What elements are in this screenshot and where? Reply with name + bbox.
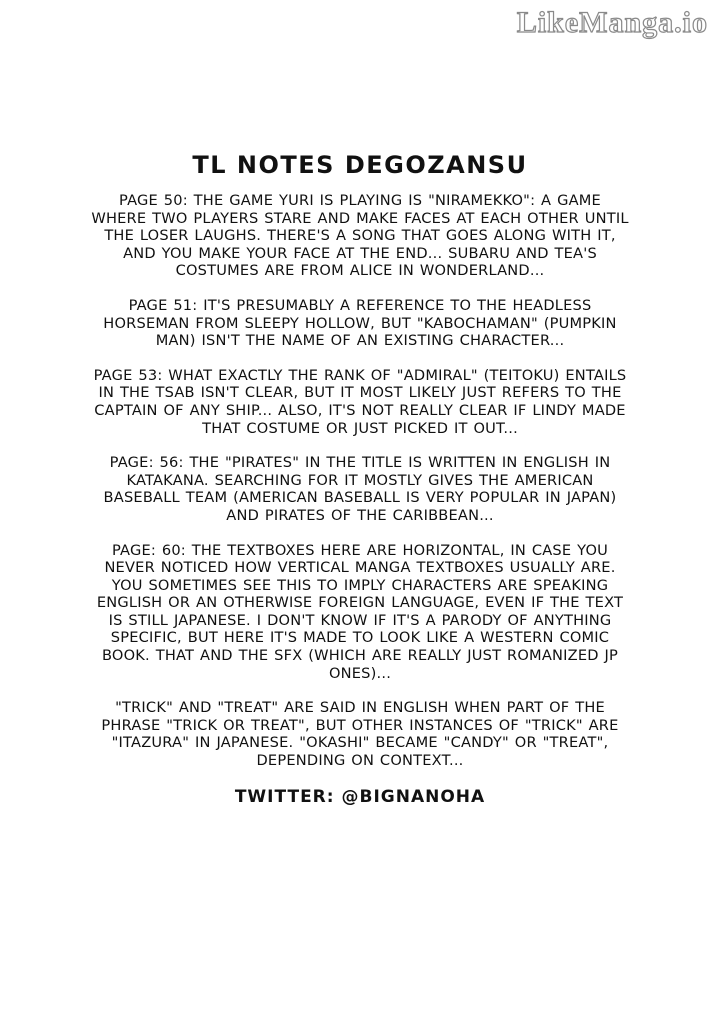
note-trick-or-treat: "TRICK" AND "TREAT" ARE SAID IN ENGLISH WHEN PART OF THE PHRASE "TRICK OR TREAT", BUT OTHER INSTANCES OF "TRICK" ARE "ITAZURA" IN JAPANESE. "OKASHI" BECAME "CANDY" OR "TREAT", DEPENDING ON CONTEXT... bbox=[101, 699, 619, 770]
page-title: TL NOTES DEGOZANSU bbox=[192, 151, 528, 179]
note-page-60: PAGE: 60: THE TEXTBOXES HERE ARE HORIZONTAL, IN CASE YOU NEVER NOTICED HOW VERTICAL MANGA TEXTBOXES USUALLY ARE. YOU SOMETIMES SEE THIS TO IMPLY CHARACTERS ARE SPEAKING ENGLISH OR AN OTHERWISE FOREIGN LANGUAGE, EVEN IF THE TEXT IS STILL JAPANESE. I DON'T KNOW IF IT'S A PARODY OF ANYTHING SPECIFIC, BUT HERE IT'S MADE TO LOOK LIKE A WESTERN COMIC BOOK. THAT AND THE SFX (WHICH ARE REALLY JUST ROMANIZED JP ONES)... bbox=[96, 541, 624, 682]
site-watermark: LikeManga.io bbox=[516, 6, 708, 39]
note-page-53: PAGE 53: WHAT EXACTLY THE RANK OF "ADMIRAL" (TEITOKU) ENTAILS IN THE TSAB ISN'T CLEAR, BUT IT MOST LIKELY JUST REFERS TO THE CAPTAIN OF ANY SHIP... ALSO, IT'S NOT REALLY CLEAR IF LINDY MADE THAT COSTUME OR JUST PICKED IT OUT... bbox=[93, 366, 627, 437]
note-page-51: PAGE 51: IT'S PRESUMABLY A REFERENCE TO THE HEADLESS HORSEMAN FROM SLEEPY HOLLOW, BUT "KABOCHAMAN" (PUMPKIN MAN) ISN'T THE NAME OF AN EXISTING CHARACTER... bbox=[103, 296, 617, 350]
twitter-handle: TWITTER: @BIGNANOHA bbox=[234, 786, 486, 807]
note-page-50: PAGE 50: THE GAME YURI IS PLAYING IS "NIRAMEKKO": A GAME WHERE TWO PLAYERS STARE AND MAKE FACES AT EACH OTHER UNTIL THE LOSER LAUGHS. THERE'S A SONG THAT GOES ALONG WITH IT, AND YOU MAKE YOUR FACE AT THE END... SUBARU AND TEA'S COSTUMES ARE FROM ALICE IN WONDERLAND... bbox=[91, 192, 629, 280]
tl-notes-page bbox=[90, 148, 630, 807]
note-page-56: PAGE: 56: THE "PIRATES" IN THE TITLE IS WRITTEN IN ENGLISH IN KATAKANA. SEARCHING FOR IT MOSTLY GIVES THE AMERICAN BASEBALL TEAM (AMERICAN BASEBALL IS VERY POPULAR IN JAPAN) AND PIRATES OF THE CARIBBEAN... bbox=[103, 454, 617, 524]
